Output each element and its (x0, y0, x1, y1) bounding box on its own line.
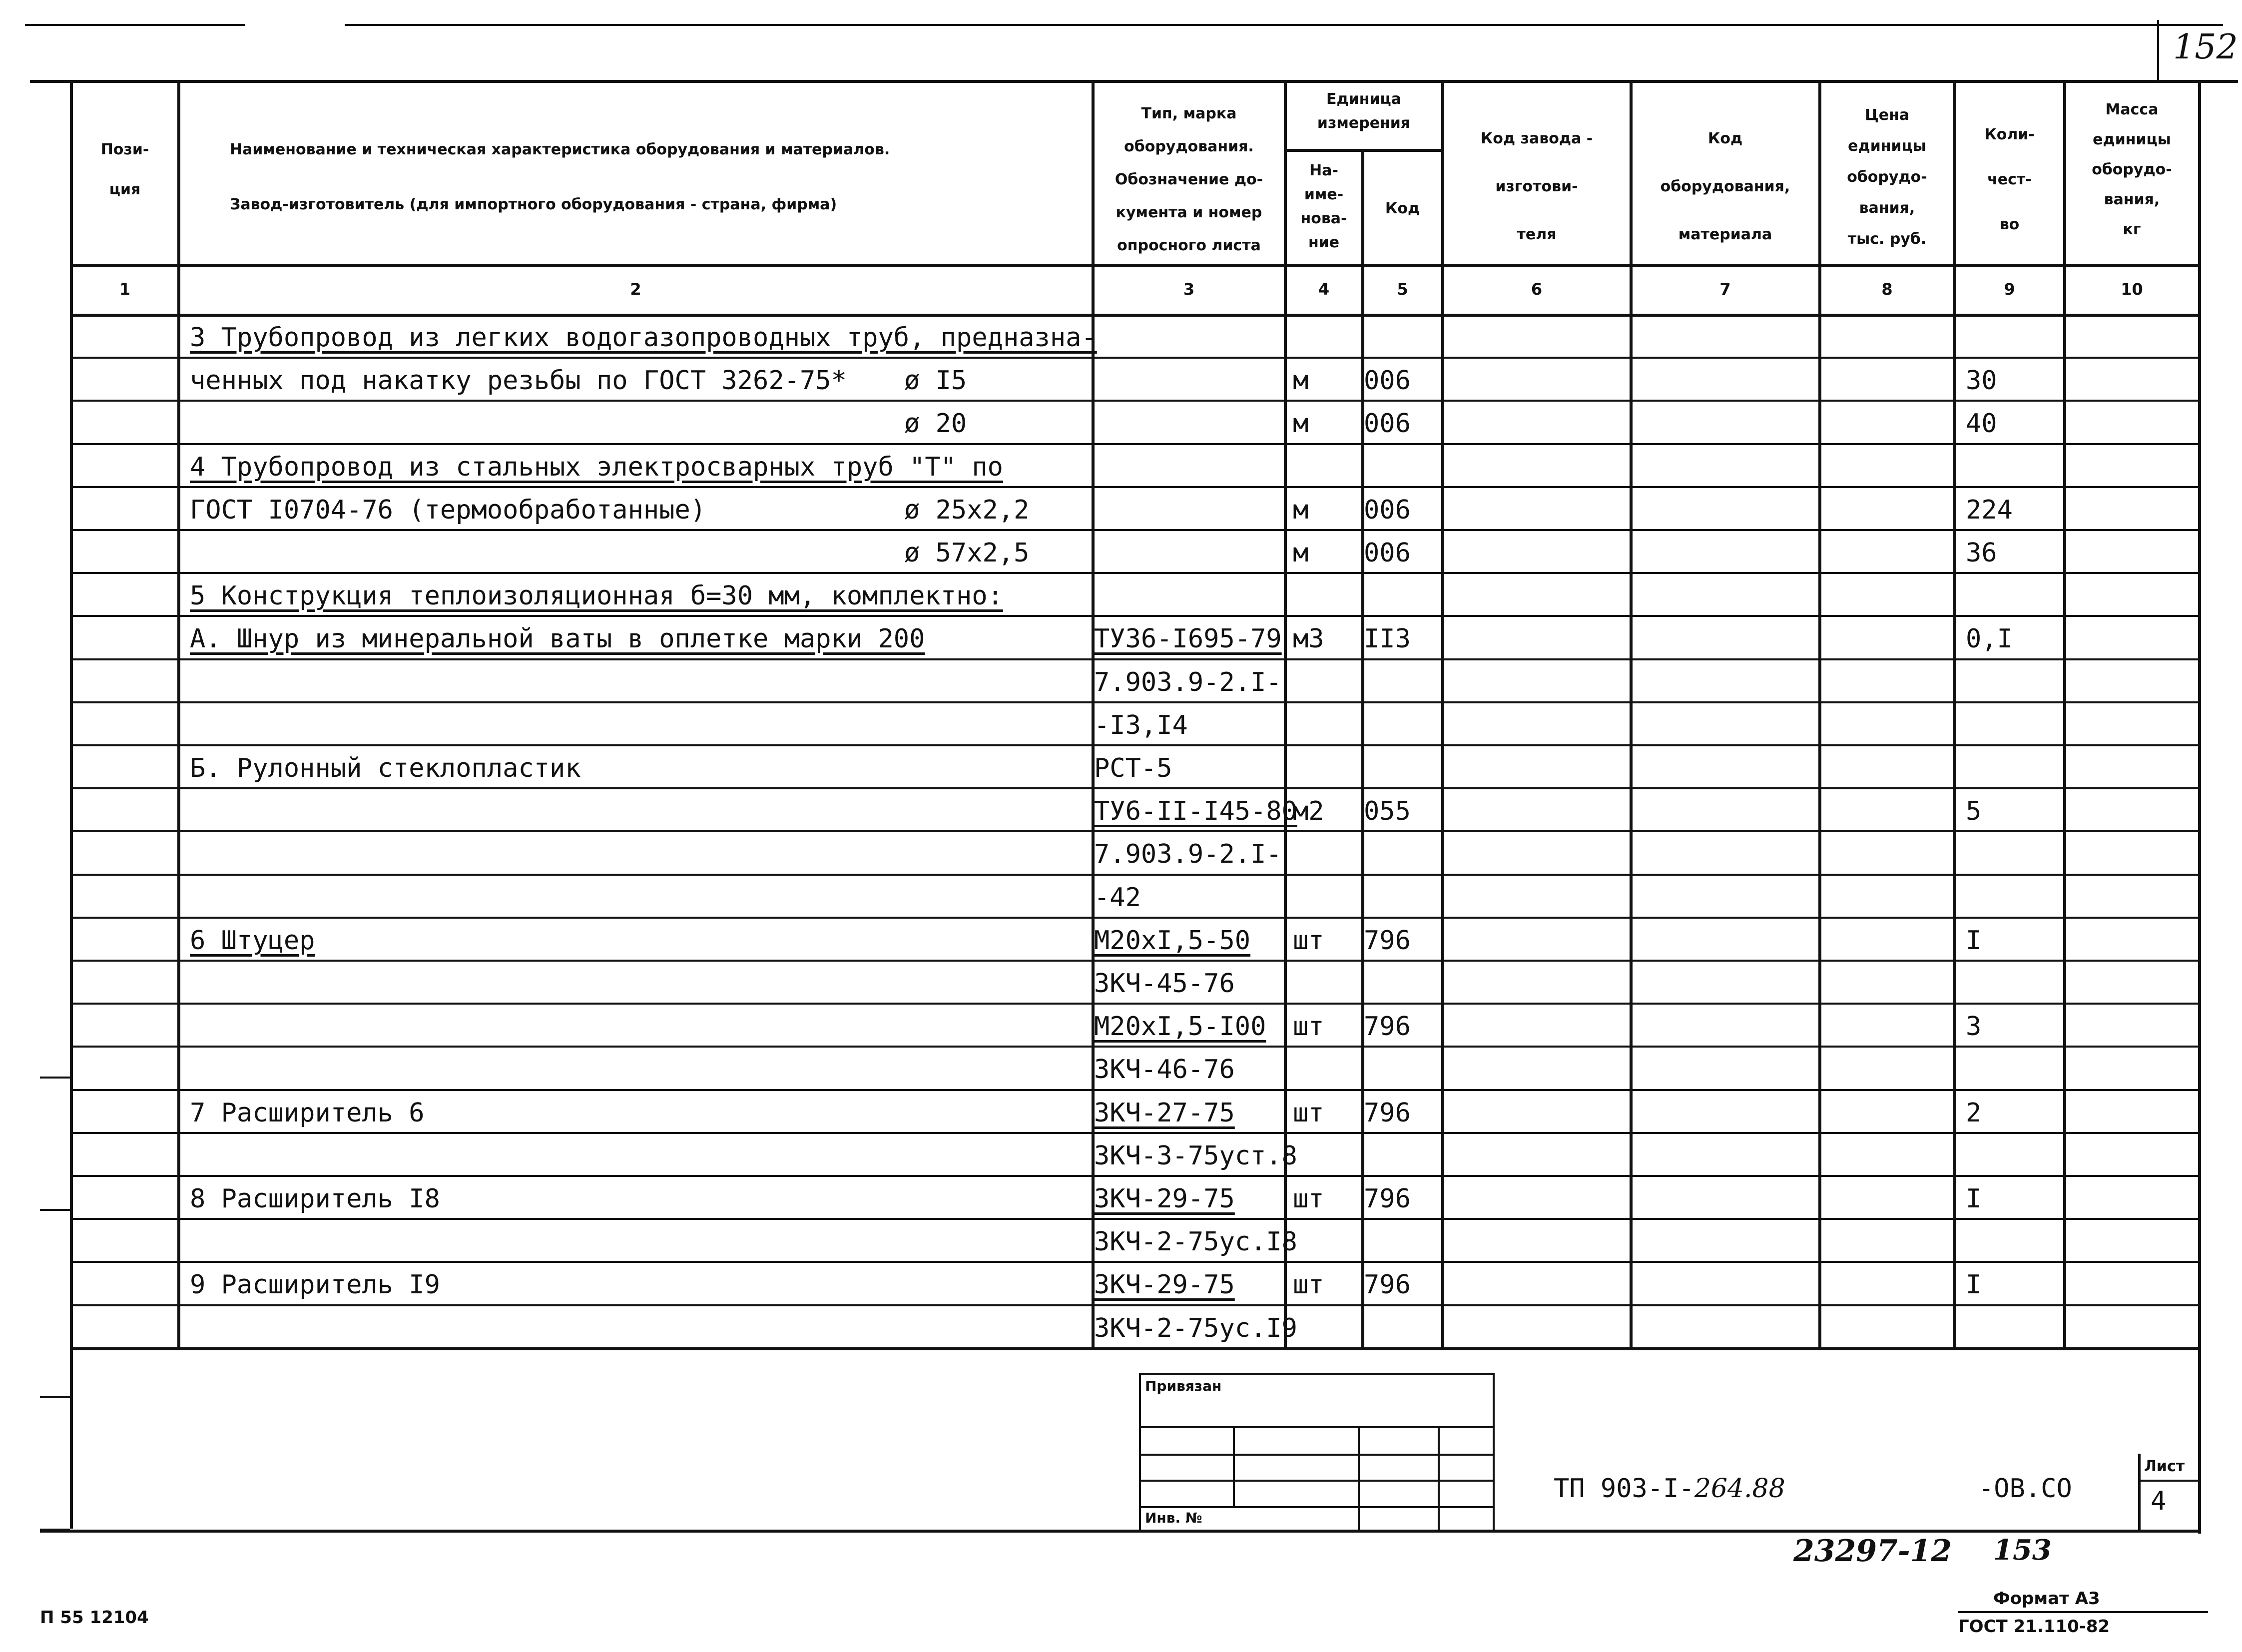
designation-prefix: ТП 903-I- (1554, 1474, 1694, 1504)
row-7-name: 5 Конструкция теплоизоляционная б=30 мм, комплектно: (190, 581, 1003, 611)
row-6-dia: ø 57x2,5 (904, 538, 1030, 568)
row-9-type: 7.903.9-2.I- (1094, 667, 1282, 697)
row-15-qty: I (1966, 926, 1982, 956)
column-number-3: 3 (1183, 280, 1195, 299)
row-8-code: II3 (1364, 624, 1411, 654)
privyazan-label: Привязан (1145, 1378, 1222, 1394)
row-23-name: 9 Расширитель I9 (190, 1270, 440, 1300)
column-number-10: 10 (2121, 280, 2143, 299)
row-5-name: ГОСТ I0704-76 (термообработанные) (190, 495, 706, 525)
row-17-code: 796 (1364, 1012, 1411, 1042)
header-col8-line5: тыс. руб. (1847, 230, 1927, 248)
header-col2-line2: Завод-изготовитель (для импортного оборудования - страна, фирма) (230, 196, 837, 213)
row-21-unit: шт (1293, 1184, 1324, 1214)
column-number-5: 5 (1397, 280, 1408, 299)
row-2-qty: 30 (1966, 366, 1997, 396)
row-20-type: 3КЧ-3-75уст.8 (1094, 1141, 1297, 1171)
designation-suffix: -ОВ.СО (1978, 1474, 2072, 1504)
row-21-type: 3КЧ-29-75 (1094, 1184, 1235, 1214)
header-col3-line3: Обозначение до- (1115, 171, 1263, 188)
sheet-label: Лист (2144, 1458, 2185, 1475)
header-col5: Код (1385, 200, 1420, 217)
page-number: 153 (1993, 1534, 2052, 1567)
header-col10-line1: Масса (2105, 101, 2159, 118)
row-6-unit: м (1293, 538, 1309, 568)
row-17-unit: шт (1293, 1012, 1324, 1042)
sheet-number: 4 (2151, 1486, 2167, 1516)
header-col2-line1: Наименование и техническая характеристика оборудования и материалов. (230, 141, 890, 158)
row-2-name: ченных под накатку резьбы по ГОСТ 3262-75* (190, 366, 847, 396)
header-col4-line3: нова- (1300, 210, 1347, 227)
row-24-type: 3КЧ-2-75ус.I9 (1094, 1313, 1297, 1343)
row-6-code: 006 (1364, 538, 1411, 568)
row-3-qty: 40 (1966, 409, 1997, 439)
header-col1-line2: ция (109, 181, 141, 198)
header-col7-line2: оборудования, (1660, 178, 1790, 195)
row-15-unit: шт (1293, 926, 1324, 956)
row-14-type: -42 (1094, 883, 1141, 913)
row-5-dia: ø 25x2,2 (904, 495, 1030, 525)
row-5-code: 006 (1364, 495, 1411, 525)
row-19-code: 796 (1364, 1098, 1411, 1128)
row-12-unit: м2 (1293, 796, 1324, 826)
header-col10-line2: единицы (2093, 131, 2171, 148)
inv-no-label: Инв. № (1145, 1510, 1202, 1526)
column-number-4: 4 (1318, 280, 1330, 299)
row-19-type: 3КЧ-27-75 (1094, 1098, 1235, 1128)
column-number-7: 7 (1719, 280, 1731, 299)
header-unit-group-line1: Единица (1326, 90, 1401, 108)
header-col8-line1: Цена (1864, 106, 1910, 124)
row-19-name: 7 Расширитель 6 (190, 1098, 425, 1128)
designation-hand: 264.88 (1694, 1474, 1785, 1504)
header-col3-line4: кумента и номер (1116, 204, 1262, 221)
row-2-code: 006 (1364, 366, 1411, 396)
column-number-9: 9 (2004, 280, 2015, 299)
header-col9-line3: во (1999, 216, 2020, 233)
row-10-type: -I3,I4 (1094, 710, 1188, 740)
header-col1-line1: Пози- (100, 141, 149, 158)
row-2-unit: м (1293, 366, 1309, 396)
row-1-name: 3 Трубопровод из легких водогазопроводных труб, предназна- (190, 323, 1097, 353)
row-5-qty: 224 (1966, 495, 2013, 525)
header-col4-line4: ние (1308, 234, 1340, 251)
row-17-type: M20xI,5-I00 (1094, 1012, 1266, 1042)
row-18-type: 3КЧ-46-76 (1094, 1055, 1235, 1085)
row-12-code: 055 (1364, 796, 1411, 826)
row-4-name: 4 Трубопровод из стальных электросварных труб "Т" по (190, 452, 1003, 482)
row-6-qty: 36 (1966, 538, 1997, 568)
header-col9-line1: Коли- (1984, 126, 2035, 143)
header-col7-line3: материала (1678, 226, 1772, 243)
row-12-type: ТУ6-II-I45-80 (1094, 796, 1297, 826)
header-col4-line1: На- (1309, 162, 1338, 179)
header-col8-line2: единицы (1848, 137, 1926, 155)
header-col6-line2: изготови- (1495, 178, 1578, 195)
header-col6-line1: Код завода - (1480, 130, 1593, 147)
row-3-code: 006 (1364, 409, 1411, 439)
header-col10-line4: вания, (2104, 191, 2160, 208)
row-17-qty: 3 (1966, 1012, 1982, 1042)
header-unit-group-line2: измерения (1317, 114, 1411, 132)
row-8-type: ТУ36-I695-79 (1094, 624, 1282, 654)
sheet-corner-number: 152 (2173, 27, 2238, 67)
row-12-qty: 5 (1966, 796, 1982, 826)
row-21-name: 8 Расширитель I8 (190, 1184, 440, 1214)
row-13-type: 7.903.9-2.I- (1094, 839, 1282, 869)
row-15-code: 796 (1364, 926, 1411, 956)
row-23-type: 3КЧ-29-75 (1094, 1270, 1235, 1300)
column-number-2: 2 (630, 280, 641, 299)
row-23-code: 796 (1364, 1270, 1411, 1300)
header-col4-line2: име- (1304, 186, 1344, 203)
header-col10-line3: оборудо- (2092, 161, 2172, 178)
row-11-name: Б. Рулонный стеклопластик (190, 753, 581, 783)
header-col7-line1: Код (1707, 130, 1743, 147)
row-3-dia: ø 20 (904, 409, 967, 439)
row-15-type: M20xI,5-50 (1094, 926, 1251, 956)
row-21-code: 796 (1364, 1184, 1411, 1214)
column-number-8: 8 (1881, 280, 1893, 299)
row-22-type: 3КЧ-2-75ус.I8 (1094, 1227, 1297, 1257)
gost-label: ГОСТ 21.110-82 (1958, 1617, 2110, 1637)
row-23-qty: I (1966, 1270, 1982, 1300)
row-8-unit: м3 (1293, 624, 1324, 654)
row-19-qty: 2 (1966, 1098, 1982, 1128)
column-number-6: 6 (1531, 280, 1543, 299)
column-number-1: 1 (119, 280, 131, 299)
archive-number: 23297-12 (1793, 1534, 1952, 1569)
row-23-unit: шт (1293, 1270, 1324, 1300)
header-col6-line3: теля (1517, 226, 1557, 243)
row-19-unit: шт (1293, 1098, 1324, 1128)
row-21-qty: I (1966, 1184, 1982, 1214)
header-col10-line5: кг (2123, 221, 2141, 238)
format-label: Формат А3 (1993, 1589, 2100, 1609)
row-3-unit: м (1293, 409, 1309, 439)
row-15-name: 6 Штуцер (190, 926, 315, 956)
row-2-dia: ø I5 (904, 366, 967, 396)
row-8-qty: 0,I (1966, 624, 2013, 654)
row-5-unit: м (1293, 495, 1309, 525)
header-col8-line3: оборудо- (1847, 168, 1927, 186)
row-11-type: РСТ-5 (1094, 753, 1172, 783)
header-col3-line2: оборудования. (1124, 138, 1254, 155)
header-col3-line5: опросного листа (1117, 237, 1261, 254)
header-col8-line4: вания, (1859, 199, 1915, 217)
header-col9-line2: чест- (1987, 171, 2032, 188)
left-code: П 55 12104 (40, 1608, 149, 1628)
designation (1554, 1474, 1785, 1504)
header-col3-line1: Тип, марка (1141, 105, 1237, 122)
row-16-type: 3КЧ-45-76 (1094, 969, 1235, 999)
row-8-name: А. Шнур из минеральной ваты в оплетке марки 200 (190, 624, 925, 654)
